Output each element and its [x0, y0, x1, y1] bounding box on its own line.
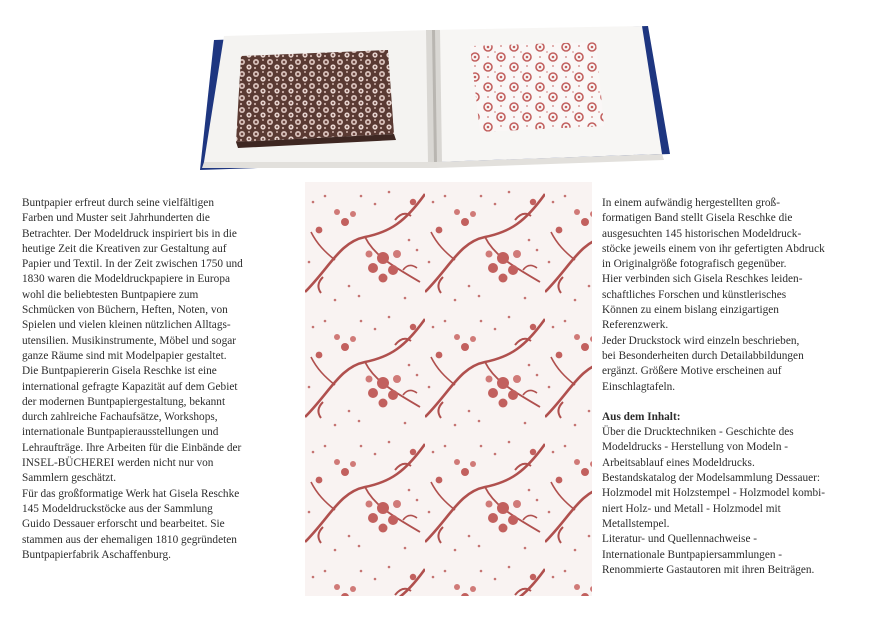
- text-line: Guido Dessauer erforscht und bearbeitet. Sie: [22, 518, 225, 531]
- contents-list: [602, 425, 858, 578]
- text-line: Spielen und vielen kleinen nützlichen Alltags-: [22, 319, 231, 332]
- text-line: Holzmodel mit Holzstempel - Holzmodel kombi-: [602, 487, 826, 500]
- text-line: ergänzt. Größere Motive erscheinen auf: [602, 365, 782, 378]
- text-line: schaftliches Forschen und künstlerisches: [602, 288, 787, 301]
- text-line: formatigen Band stellt Gisela Reschke die: [602, 212, 793, 225]
- text-line: bei Besonderheiten durch Detailabbildungen: [602, 349, 804, 362]
- text-line: niert Holz- und Metall - Holzmodel mit: [602, 502, 781, 515]
- text-line: Modeldrucks - Herstellung von Modeln -: [602, 441, 789, 454]
- text-line: Für das großformatige Werk hat Gisela Reschke: [22, 487, 240, 500]
- text-line: Über die Drucktechniken - Geschichte des: [602, 426, 794, 439]
- text-line: Buntpapierfabrik Aschaffenburg.: [22, 548, 171, 561]
- text-line: Referenzwerk.: [602, 319, 669, 332]
- text-line: utensilien. Musikinstrumente, Möbel und sogar: [22, 334, 236, 347]
- floral-pattern-image: [305, 182, 592, 596]
- text-line: der modernen Buntpapiergestaltung, bekannt: [22, 395, 226, 408]
- text-line: Lehraufträge. Ihre Arbeiten für die Einbände der: [22, 441, 242, 454]
- text-line: Hier verbinden sich Gisela Reschkes leiden-: [602, 273, 803, 286]
- text-line: Bestandskatalog der Modelsammlung Dessauer:: [602, 472, 821, 485]
- text-line: stöcke jeweils einem von ihr gefertigten Abdruck: [602, 242, 825, 255]
- book-photo: [196, 22, 672, 172]
- text-line: wohl die beliebtesten Buntpapiere zum: [22, 288, 199, 301]
- text-line: heutige Zeit die Kreativen zur Gestaltung auf: [22, 242, 227, 255]
- text-line: Arbeitsablauf eines Modeldrucks.: [602, 456, 755, 469]
- contents-heading: Aus dem Inhalt:: [602, 410, 681, 423]
- text-line: Schmücken von Büchern, Heften, Noten, von: [22, 304, 228, 317]
- text-line: Können zu einem bislang einzigartigen: [602, 304, 779, 317]
- left-text-column: [22, 196, 292, 563]
- text-line: Buntpapier erfreut durch seine vielfältigen: [22, 197, 214, 209]
- text-line: INSEL-BÜCHEREI werden nicht nur von: [22, 457, 214, 470]
- text-line: In einem aufwändig hergestellten groß-: [602, 197, 780, 209]
- text-line: 145 Modeldruckstöcke aus der Sammlung: [22, 502, 213, 515]
- text-line: Internationale Buntpapiersammlungen -: [602, 548, 783, 561]
- text-line: Die Buntpapiererin Gisela Reschke ist eine: [22, 365, 217, 378]
- right-description: [602, 196, 858, 395]
- text-line: stammen aus der ehemaligen 1810 gegründeten: [22, 533, 237, 546]
- text-line: Einschlagtafeln.: [602, 380, 676, 393]
- text-line: 1830 waren die Modeldruckpapiere in Europa: [22, 273, 230, 286]
- text-line: in Originalgröße fotografisch gegenüber.: [602, 258, 787, 271]
- text-line: Renommierte Gastautoren mit ihren Beiträgen.: [602, 563, 815, 576]
- text-line: international gefragte Kapazität auf dem Gebiet: [22, 380, 238, 393]
- text-line: Farben und Muster seit Jahrhunderten die: [22, 212, 210, 225]
- text-line: Papier und Textil. In der Zeit zwischen 1750 und: [22, 258, 243, 271]
- text-line: durch zahlreiche Fachaufsätze, Workshops,: [22, 411, 218, 424]
- text-line: ganze Räume sind mit Modelpapier gestaltet.: [22, 349, 227, 362]
- text-line: Sammlern geschätzt.: [22, 472, 117, 485]
- text-line: internationale Buntpapierausstellungen und: [22, 426, 219, 439]
- text-line: Jeder Druckstock wird einzeln beschrieben,: [602, 334, 800, 347]
- right-text-column: [602, 196, 858, 578]
- text-line: Metallstempel.: [602, 517, 670, 530]
- text-line: ausgesuchten 145 historischen Modeldruck-: [602, 227, 802, 240]
- text-line: Betrachter. Der Modeldruck inspiriert bis in die: [22, 227, 237, 240]
- text-line: Literatur- und Quellennachweise -: [602, 533, 758, 546]
